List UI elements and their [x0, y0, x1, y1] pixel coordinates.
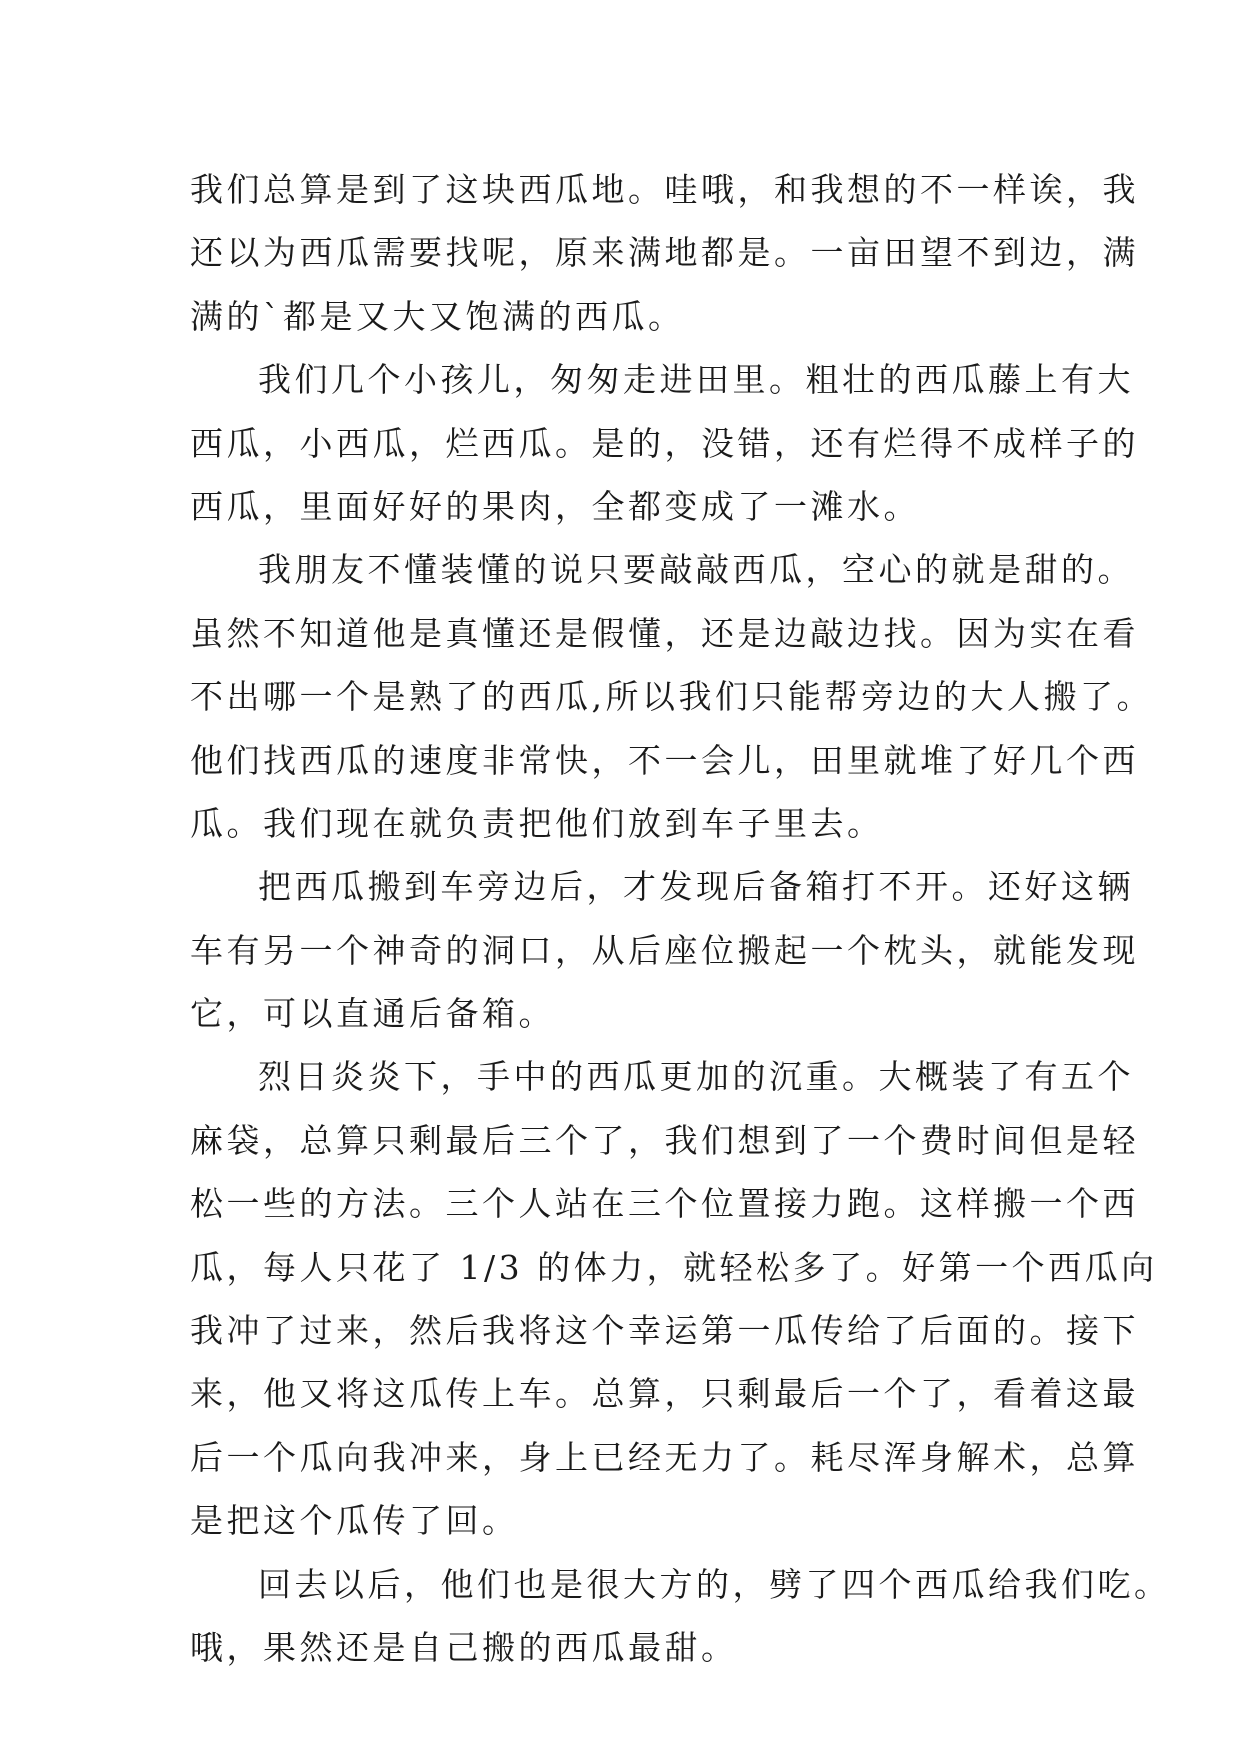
text-line: 我们总算是到了这块西瓜地。哇哦，和我想的不一样诶，我	[190, 170, 1139, 209]
text-line: 还以为西瓜需要找呢，原来满地都是。一亩田望不到边，满	[190, 233, 1139, 273]
paragraph	[190, 1553, 1171, 1680]
paragraph	[190, 538, 1153, 855]
text-line: 瓜。我们现在就负责把他们放到车子里去。	[190, 803, 884, 843]
text-line: 哦，果然还是自己搬的西瓜最甜。	[190, 1627, 738, 1667]
text-line: 不出哪一个是熟了的西瓜,所以我们只能帮旁边的大人搬了。	[190, 677, 1153, 717]
text-line: 虽然不知道他是真懂还是假懂，还是边敲边找。因为实在看	[190, 613, 1139, 653]
text-line: 它，可以直通后备箱。	[190, 994, 555, 1034]
text-line: 我冲了过来，然后我将这个幸运第一瓜传给了后面的。接下	[190, 1311, 1139, 1351]
text-line: 我们几个小孩儿，匆匆走进田里。粗壮的西瓜藤上有大	[258, 360, 1134, 400]
paragraph	[190, 158, 1139, 348]
paragraph	[190, 348, 1139, 538]
text-line: 西瓜，里面好好的果肉，全都变成了一滩水。	[190, 486, 920, 526]
text-line: 车有另一个神奇的洞口，从后座位搬起一个枕头，就能发现	[190, 930, 1139, 970]
text-line: 回去以后，他们也是很大方的，劈了四个西瓜给我们吃。	[258, 1564, 1171, 1604]
text-line: 他们找西瓜的速度非常快，不一会儿，田里就堆了好几个西	[190, 740, 1139, 780]
text-line: 瓜，每人只花了 1/3 的体力，就轻松多了。好第一个西瓜向	[190, 1247, 1158, 1287]
paragraph	[190, 855, 1139, 1045]
text-line: 松一些的方法。三个人站在三个位置接力跑。这样搬一个西	[190, 1184, 1139, 1224]
text-line: 烈日炎炎下，手中的西瓜更加的沉重。大概装了有五个	[258, 1057, 1134, 1097]
text-line: 我朋友不懂装懂的说只要敲敲西瓜，空心的就是甜的。	[258, 550, 1134, 590]
text-line: 来，他又将这瓜传上车。总算，只剩最后一个了，看着这最	[190, 1374, 1139, 1414]
paragraph	[190, 1045, 1158, 1552]
text-line: 满的`都是又大又饱满的西瓜。	[190, 296, 685, 336]
text-line: 后一个瓜向我冲来，身上已经无力了。耗尽浑身解术，总算	[190, 1437, 1139, 1477]
text-line: 是把这个瓜传了回。	[190, 1501, 519, 1541]
text-line: 把西瓜搬到车旁边后，才发现后备箱打不开。还好这辆	[258, 867, 1134, 907]
text-line: 西瓜，小西瓜，烂西瓜。是的，没错，还有烂得不成样子的	[190, 423, 1139, 463]
text-line: 麻袋，总算只剩最后三个了，我们想到了一个费时间但是轻	[190, 1120, 1139, 1160]
essay-body	[190, 158, 1171, 1679]
